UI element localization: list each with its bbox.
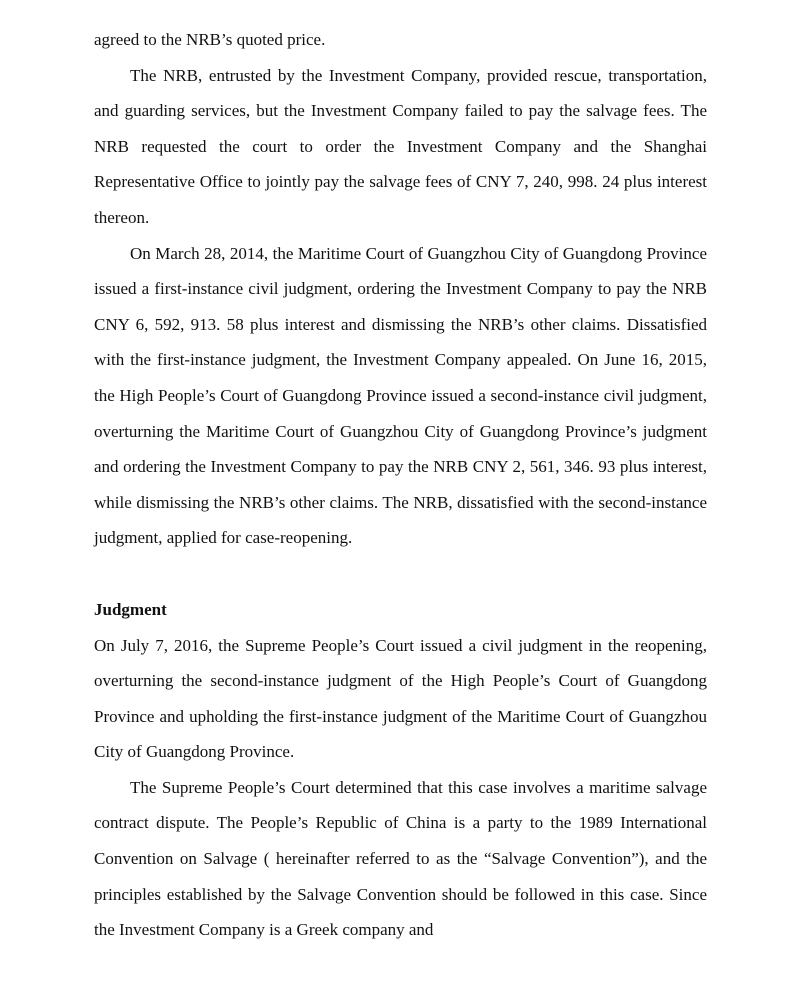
document-page	[94, 22, 707, 948]
paragraph-continuation: agreed to the NRB’s quoted price.	[94, 30, 326, 49]
paragraph-procedural-history: On March 28, 2014, the Maritime Court of Guangzhou City of Guangdong Province issued a first-instance civil judgment, ordering the Investment Company to pay the NRB CNY 6, 592, 913. 58 plus interest and dismissing the NRB’s other claims. Dissatisfied with the first-instance judgment, the Investment Company appealed. On June 16, 2015, the High People’s Court of Guangdong Province issued a second-instance civil judgment, overturning the Maritime Court of Guangzhou City of Guangdong Province’s judgment and ordering the Investment Company to pay the NRB CNY 2, 561, 346. 93 plus interest, while dismissing the NRB’s other claims. The NRB, dissatisfied with the second-instance judgment, applied for case-reopening.	[94, 243, 707, 548]
section-heading-judgment: Judgment	[94, 599, 167, 619]
paragraph-judgment-summary: On July 7, 2016, the Supreme People’s Court issued a civil judgment in the reopening, overturning the second-instance judgment of the High People’s Court of Guangdong Province and upholding the first-instance judgment of the Maritime Court of Guangzhou City of Guangdong Province.	[94, 635, 707, 762]
paragraph-salvage-claim: The NRB, entrusted by the Investment Company, provided rescue, transportation, and guarding services, but the Investment Company failed to pay the salvage fees. The NRB requested the court to order the Investment Company and the Shanghai Representative Office to jointly pay the salvage fees of CNY 7, 240, 998. 24 plus interest thereon.	[94, 65, 707, 227]
paragraph-court-determination: The Supreme People’s Court determined that this case involves a maritime salvage contract dispute. The People’s Republic of China is a party to the 1989 International Convention on Salvage ( hereinafter referred to as the “Salvage Convention”), and the principles established by the Salvage Convention should be followed in this case. Since the Investment Company is a Greek company and	[94, 777, 707, 940]
section-spacer	[94, 556, 707, 592]
